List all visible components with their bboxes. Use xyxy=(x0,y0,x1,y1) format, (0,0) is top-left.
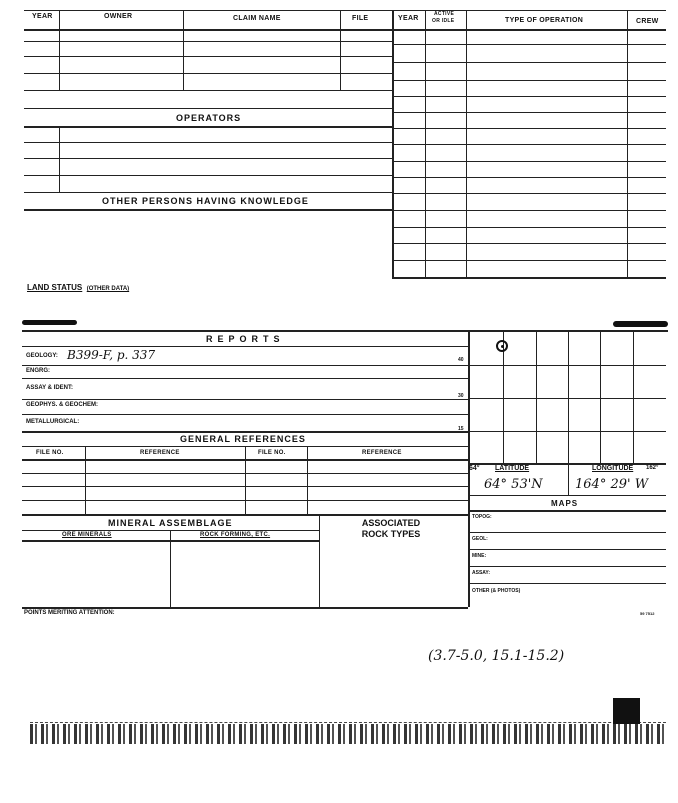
ore-minerals-header: ORE MINERALS xyxy=(62,532,112,538)
header-owner: OWNER xyxy=(104,13,133,20)
mineral-assemblage-title: MINERAL ASSEMBLAGE xyxy=(108,518,233,528)
land-status xyxy=(27,277,129,295)
header-year: YEAR xyxy=(32,13,53,20)
maps-topog-label: TOPOG: xyxy=(472,514,492,520)
form-code: 59 7512 xyxy=(640,611,655,616)
maps-other-label: OTHER (& PHOTOS) xyxy=(472,588,521,594)
reports-geophys-label: GEOPHYS. & GEOCHEM: xyxy=(26,402,99,408)
header-file: FILE xyxy=(352,15,369,22)
ref-header-reference-2: REFERENCE xyxy=(362,450,402,456)
longitude-label: LONGITUDE xyxy=(592,465,634,472)
ref-header-reference-1: REFERENCE xyxy=(140,450,180,456)
header-crew: CREW xyxy=(636,18,659,25)
header-claim-name: CLAIM NAME xyxy=(233,15,281,22)
reports-metallurgical-label: METALLURGICAL: xyxy=(26,419,80,425)
maps-assay-label: ASSAY: xyxy=(472,570,491,576)
scan-noise xyxy=(30,724,666,744)
maps-geol-label: GEOL: xyxy=(472,536,488,542)
lon-suffix: 162° xyxy=(646,465,659,471)
reports-engrg-label: ENGRG: xyxy=(26,368,50,374)
header-or-idle: OR IDLE xyxy=(432,18,455,24)
header-active: ACTIVE xyxy=(434,11,455,17)
scan-mark-right xyxy=(613,321,668,327)
reports-title: REPORTS xyxy=(206,334,285,344)
maps-title: MAPS xyxy=(551,499,579,508)
scan-block xyxy=(613,698,640,724)
general-references-title: GENERAL REFERENCES xyxy=(180,434,306,444)
maps-mine-label: MINE: xyxy=(472,553,487,559)
lat-prefix: 64° xyxy=(469,465,480,472)
points-meriting-attention: POINTS MERITING ATTENTION: xyxy=(24,610,115,616)
rock-forming-header: ROCK FORMING, ETC. xyxy=(200,532,271,538)
other-persons-title: OTHER PERSONS HAVING KNOWLEDGE xyxy=(102,196,309,206)
reports-geology-value: B399-F, p. 337 xyxy=(67,348,156,362)
land-status-title: LAND STATUS xyxy=(27,283,83,292)
latitude-label: LATITUDE xyxy=(495,465,530,472)
reports-geology-code: 40 xyxy=(458,357,464,363)
location-marker-icon xyxy=(496,340,508,352)
header-type-of-operation: TYPE OF OPERATION xyxy=(505,17,584,24)
ref-header-file-no-2: FILE NO. xyxy=(258,450,286,456)
header-year-2: YEAR xyxy=(398,15,419,22)
longitude-value: 164° 29' W xyxy=(575,477,649,492)
latitude-value: 64° 53'N xyxy=(484,477,543,492)
operators-title: OPERATORS xyxy=(176,113,242,123)
handwritten-note: (3.7-5.0, 15.1-15.2) xyxy=(428,648,565,664)
scan-dash-line xyxy=(30,722,666,723)
reports-geology-label: GEOLOGY: xyxy=(26,353,58,359)
scan-mark-left xyxy=(22,320,77,325)
land-status-subtitle: (OTHER DATA) xyxy=(86,286,130,292)
reports-assay-code: 30 xyxy=(458,393,464,399)
reports-metallurgical-code: 15 xyxy=(458,426,464,432)
ref-header-file-no-1: FILE NO. xyxy=(36,450,64,456)
associated-rock-types-header: ASSOCIATED ROCK TYPES xyxy=(361,518,421,539)
reports-assay-label: ASSAY & IDENT: xyxy=(26,385,74,391)
